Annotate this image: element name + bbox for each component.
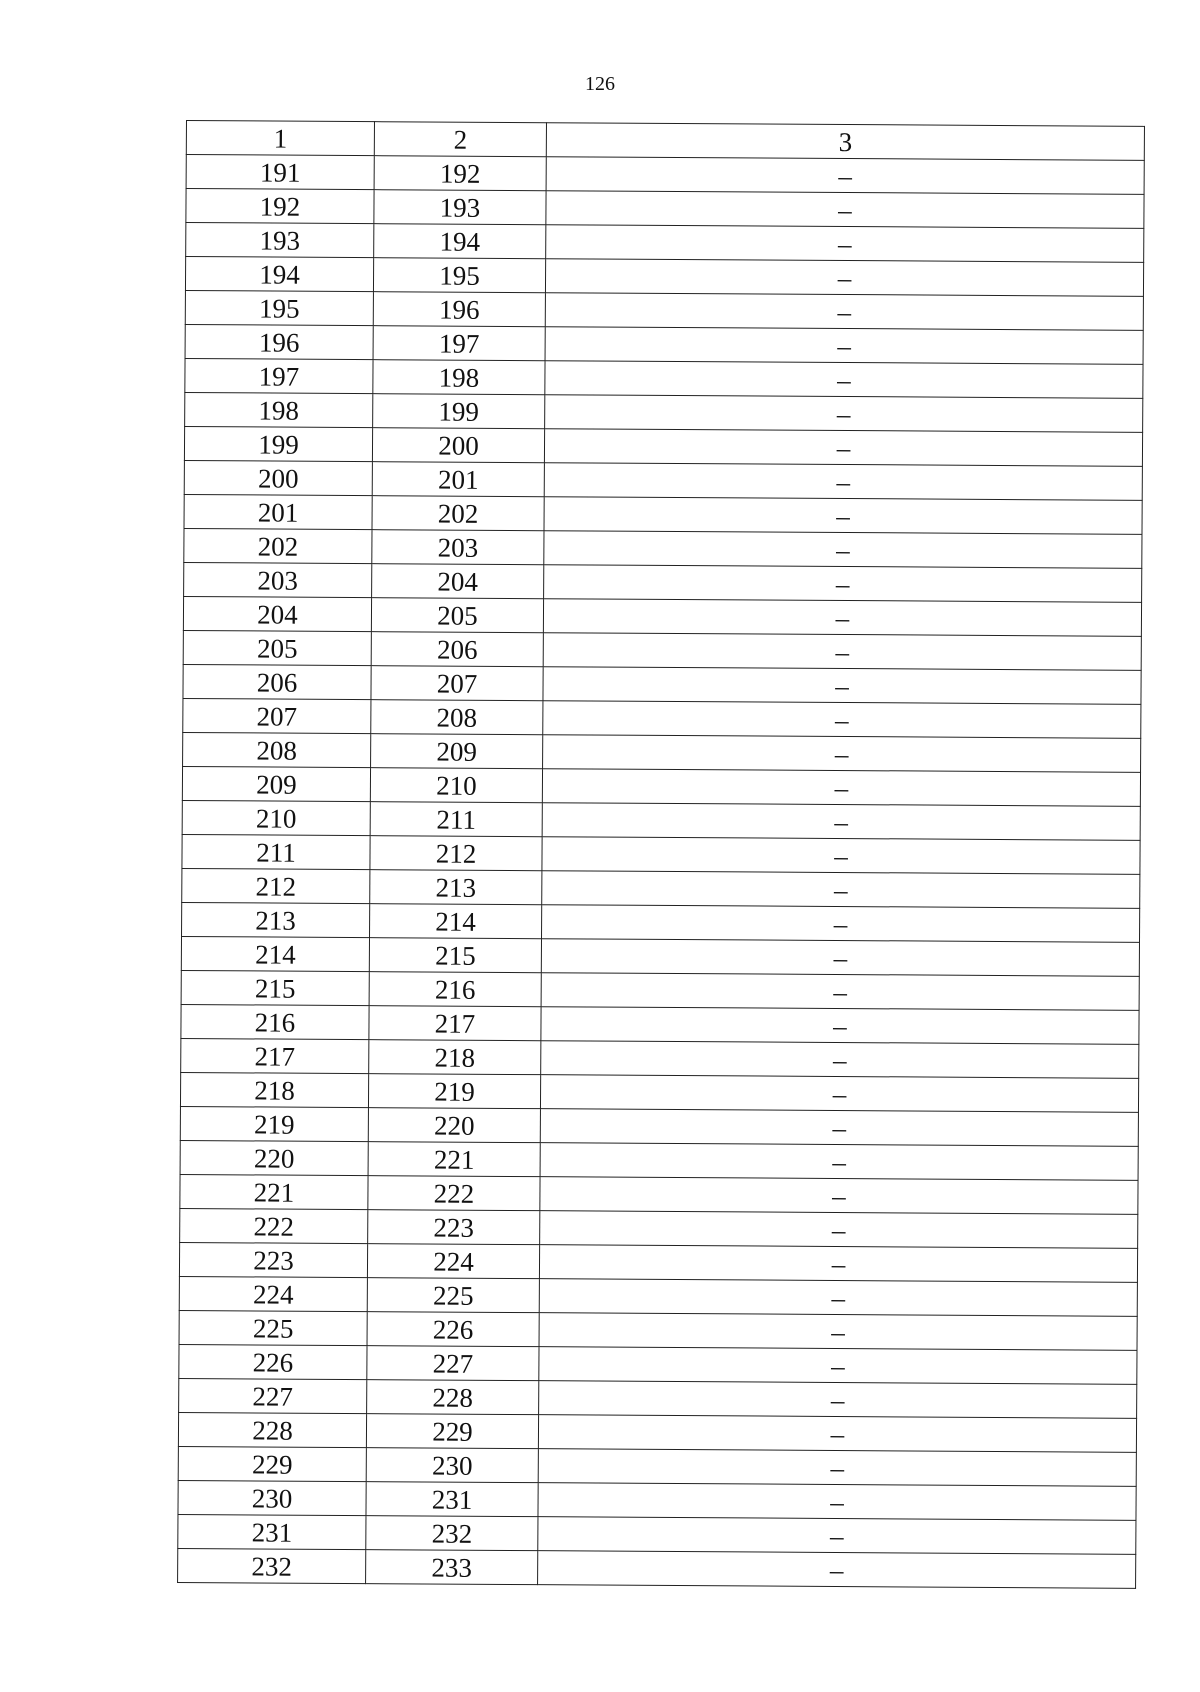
- table-row: [183, 732, 1141, 772]
- table-cell-col-2: 195: [373, 258, 545, 293]
- table-cell-col-3: –: [538, 1517, 1136, 1555]
- table-cell-col-2: 228: [367, 1380, 539, 1415]
- column-header-1: 1: [186, 121, 374, 156]
- table-cell-col-3: –: [546, 225, 1144, 263]
- table-cell-col-3: –: [540, 1075, 1138, 1113]
- table-row: [185, 257, 1143, 297]
- table-cell-col-1: 228: [178, 1412, 366, 1447]
- table-cell-col-3: –: [546, 191, 1144, 229]
- table-cell-col-2: 209: [371, 734, 543, 769]
- table-cell-col-2: 225: [367, 1278, 539, 1313]
- table-cell-col-1: 219: [180, 1106, 368, 1141]
- table-cell-col-3: –: [540, 1109, 1138, 1147]
- table-cell-col-1: 225: [179, 1310, 367, 1345]
- table-cell-col-2: 210: [370, 768, 542, 803]
- table-cell-col-2: 221: [368, 1142, 540, 1177]
- table-cell-col-1: 230: [178, 1480, 366, 1515]
- table-cell-col-3: –: [543, 633, 1141, 671]
- table-cell-col-1: 199: [184, 426, 372, 461]
- table-cell-col-3: –: [544, 497, 1142, 535]
- table-cell-col-1: 211: [182, 834, 370, 869]
- table-cell-col-1: 209: [182, 766, 370, 801]
- table-row: [181, 970, 1139, 1010]
- table-cell-col-2: 222: [368, 1176, 540, 1211]
- table-cell-col-1: 227: [179, 1378, 367, 1413]
- table-cell-col-3: –: [542, 871, 1140, 909]
- table-cell-col-2: 206: [371, 632, 543, 667]
- column-header-2: 2: [374, 122, 546, 157]
- table-cell-col-1: 197: [185, 358, 373, 393]
- table-cell-col-3: –: [542, 769, 1140, 807]
- table-row: [186, 155, 1144, 195]
- table-cell-col-1: 232: [178, 1548, 366, 1583]
- table-cell-col-3: –: [544, 565, 1142, 603]
- table-cell-col-1: 195: [185, 290, 373, 325]
- table-cell-col-2: 216: [369, 972, 541, 1007]
- table-row: [181, 1038, 1139, 1078]
- table-cell-col-1: 221: [180, 1174, 368, 1209]
- table-cell-col-1: 215: [181, 970, 369, 1005]
- table-row: [186, 189, 1144, 229]
- table-cell-col-1: 193: [186, 223, 374, 258]
- table-cell-col-2: 205: [371, 598, 543, 633]
- table-row: [181, 1004, 1139, 1044]
- table-cell-col-3: –: [540, 1211, 1138, 1249]
- table-row: [178, 1514, 1136, 1554]
- table-cell-col-3: –: [544, 429, 1142, 467]
- table-cell-col-3: –: [541, 973, 1139, 1011]
- table-cell-col-3: –: [538, 1415, 1136, 1453]
- table-cell-col-1: 217: [181, 1038, 369, 1073]
- table-cell-col-2: 215: [369, 938, 541, 973]
- table-cell-col-2: 213: [370, 870, 542, 905]
- table-row: [182, 800, 1140, 840]
- table-row: [182, 766, 1140, 806]
- table-cell-col-1: 213: [182, 902, 370, 937]
- table-cell-col-3: –: [539, 1313, 1137, 1351]
- table-row: [181, 936, 1139, 976]
- table-header-row: [186, 121, 1144, 161]
- table-row: [184, 494, 1142, 534]
- table-row: [184, 528, 1142, 568]
- table-row: [185, 358, 1143, 398]
- table-row: [182, 902, 1140, 942]
- table-cell-col-2: 203: [372, 530, 544, 565]
- table-row: [183, 596, 1141, 636]
- table-row: [178, 1548, 1136, 1588]
- table-row: [182, 834, 1140, 874]
- table-cell-col-2: 218: [369, 1040, 541, 1075]
- table-cell-col-1: 226: [179, 1344, 367, 1379]
- table-cell-col-2: 229: [366, 1414, 538, 1449]
- table-cell-col-2: 200: [372, 428, 544, 463]
- table-row: [185, 290, 1143, 330]
- table-cell-col-2: 193: [374, 190, 546, 225]
- table-cell-col-1: 210: [182, 800, 370, 835]
- table-cell-col-2: 204: [372, 564, 544, 599]
- table-row: [183, 664, 1141, 704]
- table-row: [179, 1344, 1137, 1384]
- table-cell-col-1: 204: [183, 596, 371, 631]
- table-cell-col-2: 198: [373, 360, 545, 395]
- table-row: [184, 460, 1142, 500]
- table-cell-col-2: 202: [372, 496, 544, 531]
- table-cell-col-2: 230: [366, 1448, 538, 1483]
- table-cell-col-3: –: [542, 905, 1140, 943]
- table-cell-col-1: 212: [182, 868, 370, 903]
- table-cell-col-3: –: [543, 667, 1141, 705]
- table-cell-col-2: 226: [367, 1312, 539, 1347]
- table-cell-col-3: –: [539, 1381, 1137, 1419]
- table-cell-col-2: 217: [369, 1006, 541, 1041]
- table-cell-col-2: 194: [374, 224, 546, 259]
- table-cell-col-2: 214: [370, 904, 542, 939]
- table-cell-col-3: –: [539, 1245, 1137, 1283]
- table-cell-col-3: –: [539, 1347, 1137, 1385]
- table-row: [183, 630, 1141, 670]
- table-cell-col-2: 227: [367, 1346, 539, 1381]
- table-cell-col-1: 216: [181, 1004, 369, 1039]
- table-cell-col-3: –: [542, 803, 1140, 841]
- table-cell-col-3: –: [540, 1143, 1138, 1181]
- table-row: [179, 1242, 1137, 1282]
- table-cell-col-2: 211: [370, 802, 542, 837]
- table-cell-col-1: 205: [183, 630, 371, 665]
- table-cell-col-2: 220: [368, 1108, 540, 1143]
- table-cell-col-2: 207: [371, 666, 543, 701]
- table-cell-col-3: –: [544, 531, 1142, 569]
- table-cell-col-2: 232: [366, 1516, 538, 1551]
- table-cell-col-3: –: [539, 1279, 1137, 1317]
- table-cell-col-1: 207: [183, 698, 371, 733]
- table-cell-col-3: –: [540, 1177, 1138, 1215]
- table-row: [178, 1480, 1136, 1520]
- table-row: [180, 1208, 1138, 1248]
- table-row: [185, 324, 1143, 364]
- table-cell-col-2: 212: [370, 836, 542, 871]
- table-row: [180, 1174, 1138, 1214]
- table-cell-col-3: –: [538, 1449, 1136, 1487]
- table-cell-col-3: –: [544, 463, 1142, 501]
- table-cell-col-3: –: [545, 259, 1143, 297]
- table-row: [184, 426, 1142, 466]
- table-body: [178, 155, 1145, 1589]
- table-cell-col-3: –: [545, 327, 1143, 365]
- table-cell-col-1: 198: [185, 392, 373, 427]
- table-cell-col-3: –: [546, 157, 1144, 195]
- table-cell-col-1: 202: [184, 528, 372, 563]
- table-cell-col-3: –: [543, 735, 1141, 773]
- table-cell-col-1: 192: [186, 189, 374, 224]
- column-header-3: 3: [546, 123, 1144, 161]
- data-table: [177, 120, 1145, 1589]
- table-cell-col-3: –: [541, 939, 1139, 977]
- table-cell-col-1: 200: [184, 460, 372, 495]
- table-cell-col-3: –: [543, 599, 1141, 637]
- table-row: [180, 1106, 1138, 1146]
- table-cell-col-2: 196: [373, 292, 545, 327]
- table-cell-col-1: 203: [184, 562, 372, 597]
- table-cell-col-3: –: [545, 395, 1143, 433]
- table-cell-col-2: 201: [372, 462, 544, 497]
- table-cell-col-1: 214: [181, 936, 369, 971]
- table-row: [179, 1378, 1137, 1418]
- table-cell-col-1: 191: [186, 155, 374, 190]
- table-row: [180, 1072, 1138, 1112]
- table-cell-col-2: 197: [373, 326, 545, 361]
- table-row: [180, 1140, 1138, 1180]
- table-cell-col-3: –: [538, 1483, 1136, 1521]
- table-cell-col-1: 218: [180, 1072, 368, 1107]
- table-cell-col-3: –: [541, 1007, 1139, 1045]
- table-cell-col-1: 223: [179, 1242, 367, 1277]
- table-cell-col-2: 231: [366, 1482, 538, 1517]
- table-cell-col-3: –: [538, 1551, 1136, 1589]
- table-cell-col-1: 196: [185, 324, 373, 359]
- table-cell-col-2: 233: [366, 1550, 538, 1585]
- table-row: [178, 1412, 1136, 1452]
- table-cell-col-1: 194: [185, 257, 373, 292]
- table-cell-col-2: 208: [371, 700, 543, 735]
- table-cell-col-1: 206: [183, 664, 371, 699]
- table-row: [179, 1276, 1137, 1316]
- table-cell-col-1: 208: [183, 732, 371, 767]
- table-cell-col-1: 222: [180, 1208, 368, 1243]
- table-row: [184, 562, 1142, 602]
- table-cell-col-2: 223: [368, 1210, 540, 1245]
- table-row: [179, 1310, 1137, 1350]
- table-cell-col-3: –: [545, 361, 1143, 399]
- table-cell-col-3: –: [543, 701, 1141, 739]
- table-cell-col-3: –: [541, 1041, 1139, 1079]
- page-number: 126: [585, 73, 615, 95]
- table-row: [178, 1446, 1136, 1486]
- table-cell-col-2: 199: [373, 394, 545, 429]
- table-cell-col-1: 220: [180, 1140, 368, 1175]
- table-cell-col-3: –: [542, 837, 1140, 875]
- table-cell-col-1: 201: [184, 494, 372, 529]
- table-row: [186, 223, 1144, 263]
- table-cell-col-1: 224: [179, 1276, 367, 1311]
- table-row: [182, 868, 1140, 908]
- table-cell-col-2: 224: [367, 1244, 539, 1279]
- table-row: [183, 698, 1141, 738]
- table-cell-col-1: 231: [178, 1514, 366, 1549]
- table-cell-col-3: –: [545, 293, 1143, 331]
- table-cell-col-1: 229: [178, 1446, 366, 1481]
- table-cell-col-2: 219: [368, 1074, 540, 1109]
- table-cell-col-2: 192: [374, 156, 546, 191]
- table-row: [185, 392, 1143, 432]
